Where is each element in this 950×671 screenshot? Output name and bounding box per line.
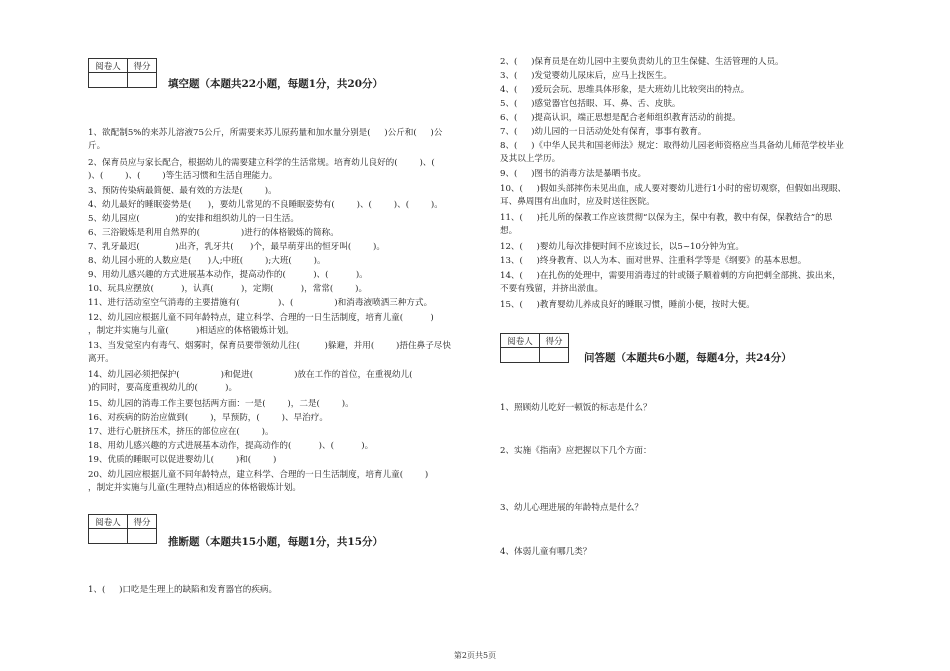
fill-q13: 13、当发觉室内有毒气、烟雾时，保育员要带领幼儿往( )躲避，并用( )捂住鼻子尽快 离开。: [88, 341, 451, 364]
qa-q1: 1、照顾幼儿吃好一顿饭的标志是什么？: [500, 403, 652, 413]
fill-q3: 3、预防传染病最简便、最有效的方法是( )。: [88, 186, 277, 196]
fill-q10: 10、玩具应摆放( )，认真( )，定期( )，常常( )。: [88, 284, 368, 294]
judge-q10: 10、( )假如头部摔伤未见出血，成人要对婴幼儿进行1小时的密切观察，但假如出现眼、 耳、鼻周围有出血时，应及时送往医院。: [500, 184, 847, 207]
reviewer-cell[interactable]: [89, 529, 128, 544]
qa-q2: 2、实施《指南》应把握以下几个方面：: [500, 446, 652, 456]
fill-q19: 19、优质的睡眠可以促进婴幼儿( )和( ): [88, 455, 277, 465]
score-cell[interactable]: [540, 348, 569, 363]
fill-q12: 12、幼儿园应根据儿童不同年龄特点，建立科学、合理的一日生活制度，培育儿童( ) ，制定并实施与儿童( )相适应的体格锻炼计划。: [88, 313, 434, 336]
fill-q8: 8、幼儿园小班的人数应是( )人;中班( );大班( )。: [88, 256, 326, 266]
score-label: 得分: [128, 59, 157, 73]
score-label: 得分: [128, 515, 157, 529]
judge-title: 推断题（本题共15小题，每题1分，共15分）: [168, 536, 384, 548]
judge-q12: 12、( )婴幼儿每次排便时间不应该过长，以5~10分钟为宜。: [500, 242, 744, 252]
fill-blank-title: 填空题（本题共22小题，每题1分，共20分）: [168, 78, 384, 90]
reviewer-label: 阅卷人: [89, 59, 128, 73]
score-cell[interactable]: [128, 529, 157, 544]
fill-q2: 2、保育员应与家长配合，根据幼儿的需要建立科学的生活常规。培育幼儿良好的( )、( )、( )、( )等生活习惯和生活自理能力。: [88, 158, 435, 181]
fill-q7: 7、乳牙最迟( )出齐，乳牙共( )个，最早萌芽出的恒牙叫( )。: [88, 242, 385, 252]
score-label: 得分: [540, 334, 569, 348]
judge-q1: 1、( )口吃是生理上的缺陷和发育器官的疾病。: [88, 585, 278, 595]
judge-q8: 8、( )《中华人民共和国老师法》规定：取得幼儿园老师资格应当具备幼儿师范学校毕业 及其以上学历。: [500, 141, 844, 164]
fill-q17: 17、进行心脏挤压术，挤压的部位应在( )。: [88, 427, 274, 437]
score-box-qa: [500, 333, 569, 363]
judge-q15: 15、( )教育婴幼儿养成良好的睡眠习惯，睡前小便，按时大便。: [500, 300, 755, 310]
fill-q14: 14、幼儿园必须把保护( )和促进( )放在工作的首位，在重视幼儿( )的同时，要高度重视幼儿的( )。: [88, 370, 413, 393]
fill-q6: 6、三浴锻炼是利用自然界的( )进行的体格锻炼的简称。: [88, 228, 339, 238]
qa-title: 问答题（本题共6小题，每题4分，共24分）: [584, 352, 792, 364]
fill-q5: 5、幼儿园应( )的安排和组织幼儿的一日生活。: [88, 214, 299, 224]
fill-q20: 20、幼儿园应根据儿童不同年龄特点，建立科学、合理的一日生活制度，培育儿童( ) ，制定并实施与儿童(生理特点)相适应的体格锻炼计划。: [88, 470, 429, 493]
judge-q14: 14、( )在扎伤的处理中，需要用消毒过的针或镊子顺着刺的方向把刺全部挑、拔出来， 不要有残留，并挤出淤血。: [500, 271, 841, 294]
judge-q13: 13、( )终身教育、以人为本、面对世界、注重科学等是《纲要》的基本思想。: [500, 256, 807, 266]
judge-q11: 11、( )托儿所的保教工作应该贯彻“以保为主，保中有教，教中有保，保教结合”的思 想。: [500, 213, 833, 236]
judge-q9: 9、( )图书的消毒方法是暴晒书皮。: [500, 169, 647, 179]
judge-q6: 6、( )提高认识，端正思想是配合老师组织教育活动的前提。: [500, 113, 741, 123]
score-box-fill-blank: [88, 58, 157, 88]
score-cell[interactable]: [128, 73, 157, 88]
qa-q4: 4、体弱儿童有哪几类？: [500, 547, 592, 557]
fill-q11: 11、进行活动室空气消毒的主要措施有( )、( )和消毒液喷洒三种方式。: [88, 298, 433, 308]
judge-q2: 2、( )保育员是在幼儿园中主要负责幼儿的卫生保健、生活管理的人员。: [500, 57, 784, 67]
judge-q7: 7、( )幼儿园的一日活动处处有保育，事事有教育。: [500, 127, 707, 137]
fill-q4: 4、幼儿最好的睡眠姿势是( )，要幼儿常见的不良睡眠姿势有( )、( )、( )。: [88, 200, 443, 210]
reviewer-cell[interactable]: [89, 73, 128, 88]
reviewer-label: 阅卷人: [501, 334, 540, 348]
reviewer-cell[interactable]: [501, 348, 540, 363]
reviewer-label: 阅卷人: [89, 515, 128, 529]
fill-q9: 9、用幼儿感兴趣的方式进展基本动作，提高动作的( )、( )。: [88, 270, 368, 280]
fill-q1: 1、欲配制5%的来苏儿溶液75公斤，所需要来苏儿原药量和加水量分别是( )公斤和( )公 斤。: [88, 128, 443, 151]
judge-q4: 4、( )爱玩会玩、思维具体形象，是大班幼儿比较突出的特点。: [500, 85, 750, 95]
judge-q3: 3、( )发觉婴幼儿尿床后，应马上找医生。: [500, 71, 672, 81]
score-box-judge: [88, 514, 157, 544]
fill-q18: 18、用幼儿感兴趣的方式进展基本动作，提高动作的( )、( )。: [88, 441, 374, 451]
fill-q16: 16、对疾病的防治应做到( )，早预防，( )、早治疗。: [88, 413, 328, 423]
judge-q5: 5、( )感觉器官包括眼、耳、鼻、舌、皮肤。: [500, 99, 681, 109]
qa-q3: 3、幼儿心理进展的年龄特点是什么？: [500, 503, 643, 513]
fill-q15: 15、幼儿园的消毒工作主要包括两方面：一是( )，二是( )。: [88, 399, 354, 409]
page-number: 第2页共5页: [453, 651, 497, 660]
